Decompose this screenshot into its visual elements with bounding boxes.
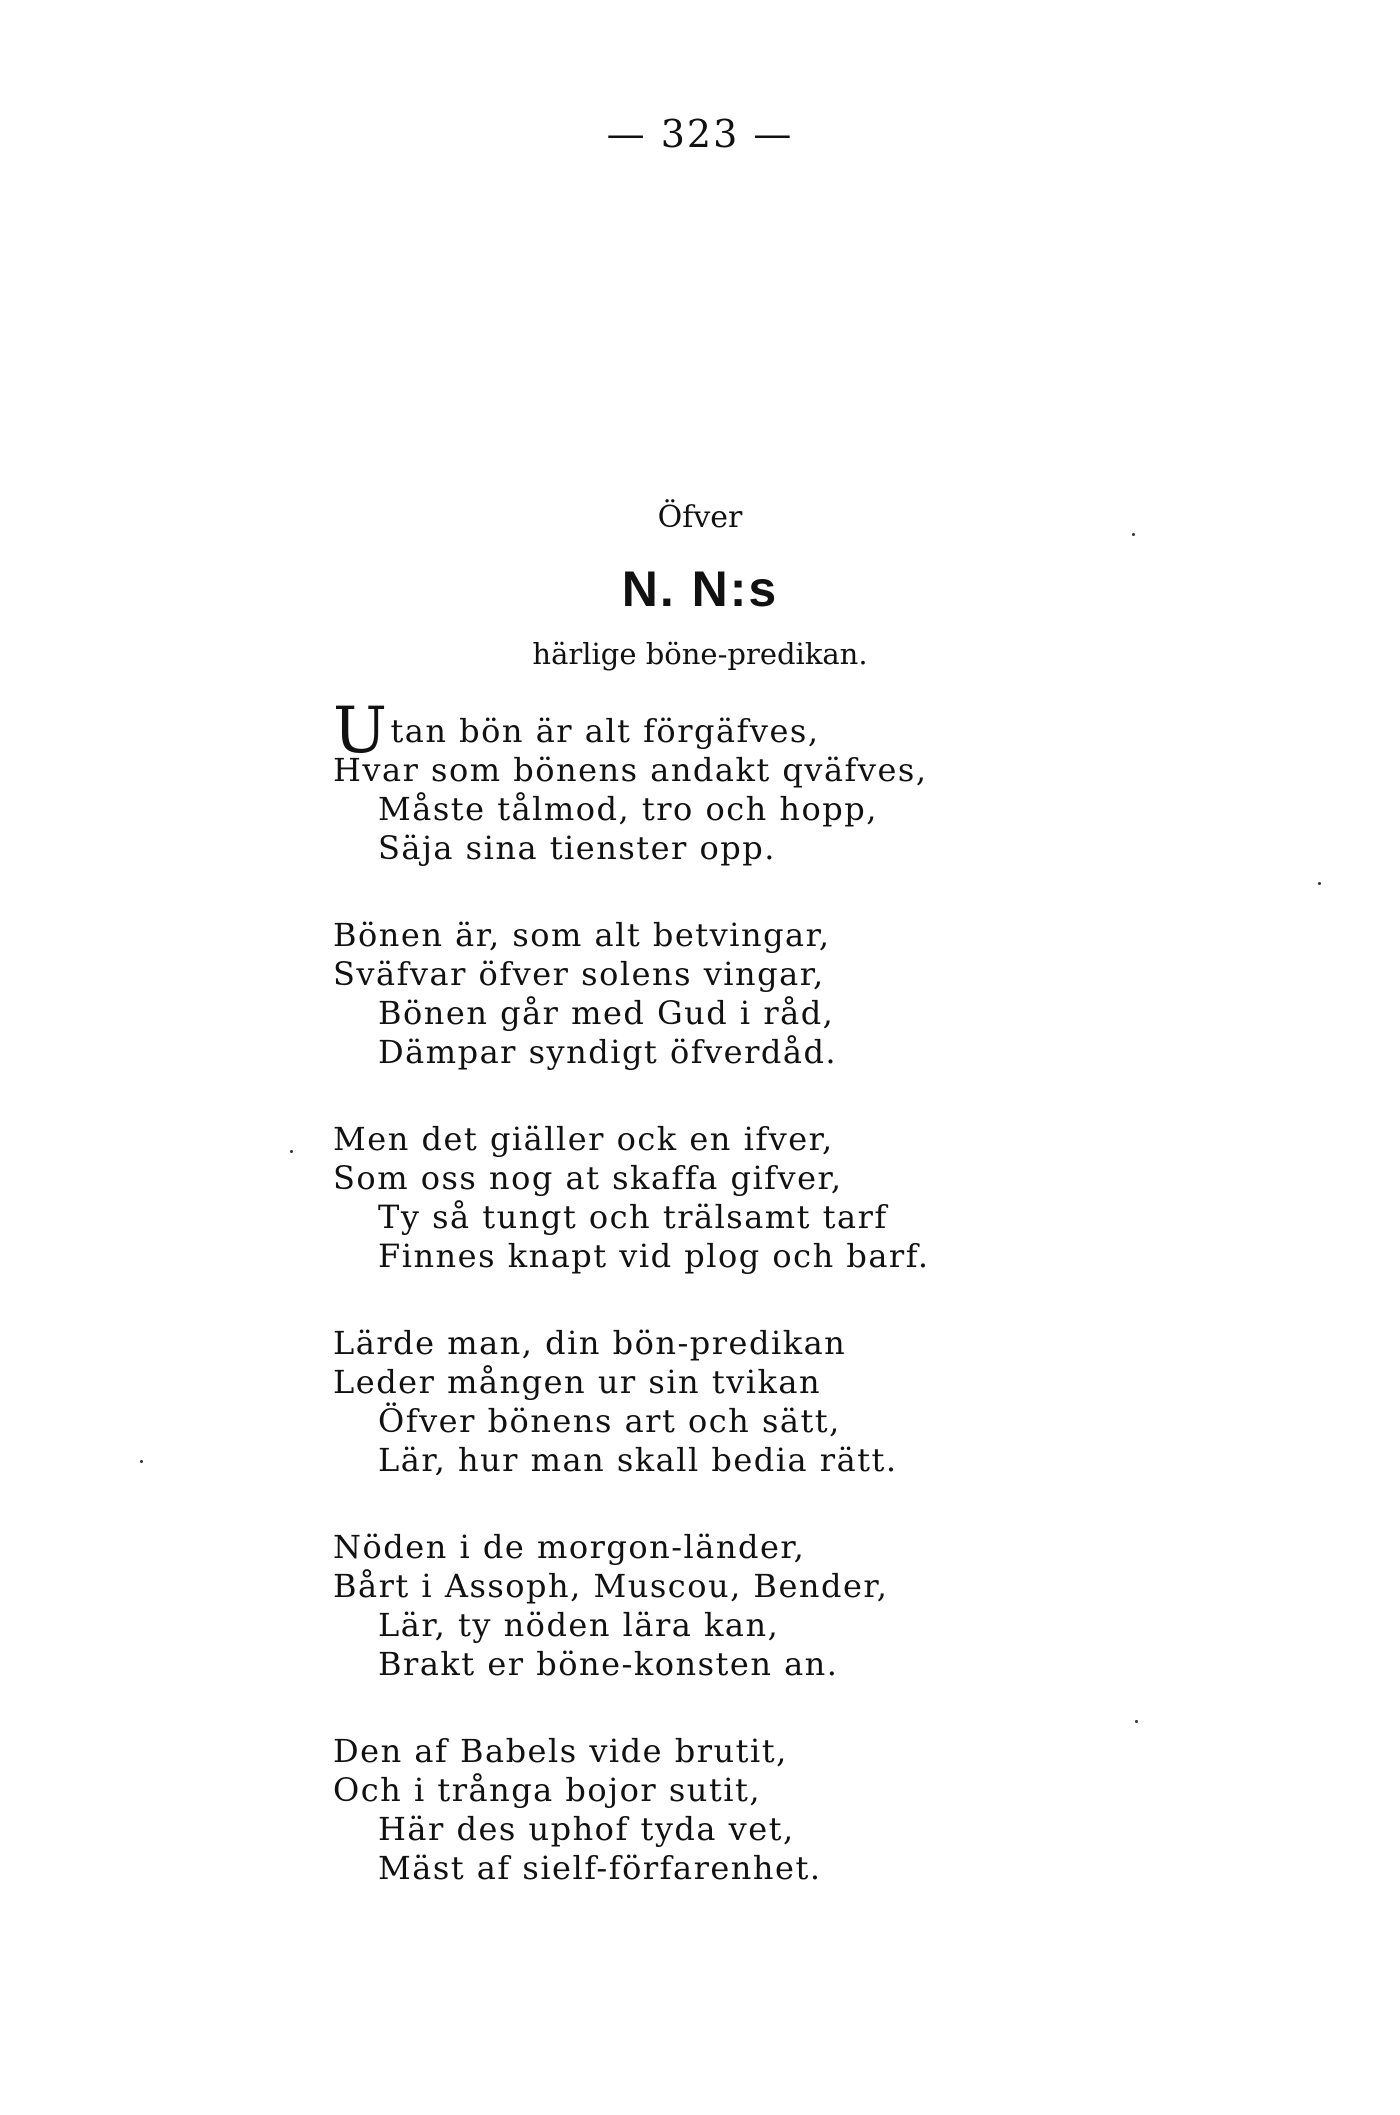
poem-line: Hvar som bönens andakt qväfves,: [333, 751, 928, 789]
print-speck: [1318, 882, 1321, 885]
poem-line: Ty så tungt och trälsamt tarf: [378, 1198, 888, 1236]
poem-line: Men det giäller ock en ifver,: [333, 1120, 834, 1158]
title-subtitle: härlige böne-predikan.: [532, 637, 868, 671]
poem-line: Öfver bönens art och sätt,: [378, 1402, 841, 1440]
poem-line: Nöden i de morgon-länder,: [333, 1528, 806, 1566]
poem-line: Bönen är, som alt betvingar,: [333, 916, 831, 954]
poem-line: Måste tålmod, tro och hopp,: [378, 790, 878, 828]
poem-line: Sväfvar öfver solens vingar,: [333, 955, 825, 993]
poem-line: Den af Babels vide brutit,: [333, 1732, 788, 1770]
stanza-5: [333, 1528, 1333, 1684]
print-speck: [140, 1460, 143, 1463]
poem-line: Lärde man, din bön-predikan: [333, 1324, 847, 1362]
stanza-4: [333, 1324, 1333, 1480]
poem-line: Som oss nog at skaffa gifver,: [333, 1159, 843, 1197]
poem-line: Här des uphof tyda vet,: [378, 1810, 795, 1848]
poem-line: Bårt i Assoph, Muscou, Bender,: [333, 1567, 889, 1605]
poem-line: Och i trånga bojor sutit,: [333, 1771, 761, 1809]
poem: [333, 694, 1333, 1936]
poem-line: Brakt er böne-konsten an.: [378, 1645, 839, 1683]
drop-cap: U: [333, 694, 389, 768]
page-number: — 323 —: [606, 112, 794, 156]
poem-line: Finnes knapt vid plog och barf.: [378, 1237, 930, 1275]
poem-line: Mäst af sielf-förfarenhet.: [378, 1849, 822, 1887]
poem-line: [333, 694, 1333, 768]
title-name: N. N:s: [621, 561, 779, 617]
poem-line: Lär, hur man skall bedia rätt.: [378, 1441, 898, 1479]
poem-line: Bönen går med Gud i råd,: [378, 994, 835, 1032]
print-speck: [290, 1150, 293, 1153]
poem-line: Dämpar syndigt öfverdåd.: [378, 1033, 838, 1071]
stanza-6: [333, 1732, 1333, 1888]
stanza-2: [333, 916, 1333, 1072]
print-speck: [1135, 1720, 1138, 1723]
poem-line-text: tan bön är alt förgäfves,: [390, 712, 820, 750]
poem-line: Säja sina tienster opp.: [378, 829, 776, 867]
poem-line: Lär, ty nöden lära kan,: [378, 1606, 780, 1644]
poem-line: Leder mången ur sin tvikan: [333, 1363, 822, 1401]
print-speck: [1132, 533, 1135, 536]
title-preposition: Öfver: [657, 500, 743, 535]
stanza-3: [333, 1120, 1333, 1276]
stanza-1: [333, 694, 1333, 868]
